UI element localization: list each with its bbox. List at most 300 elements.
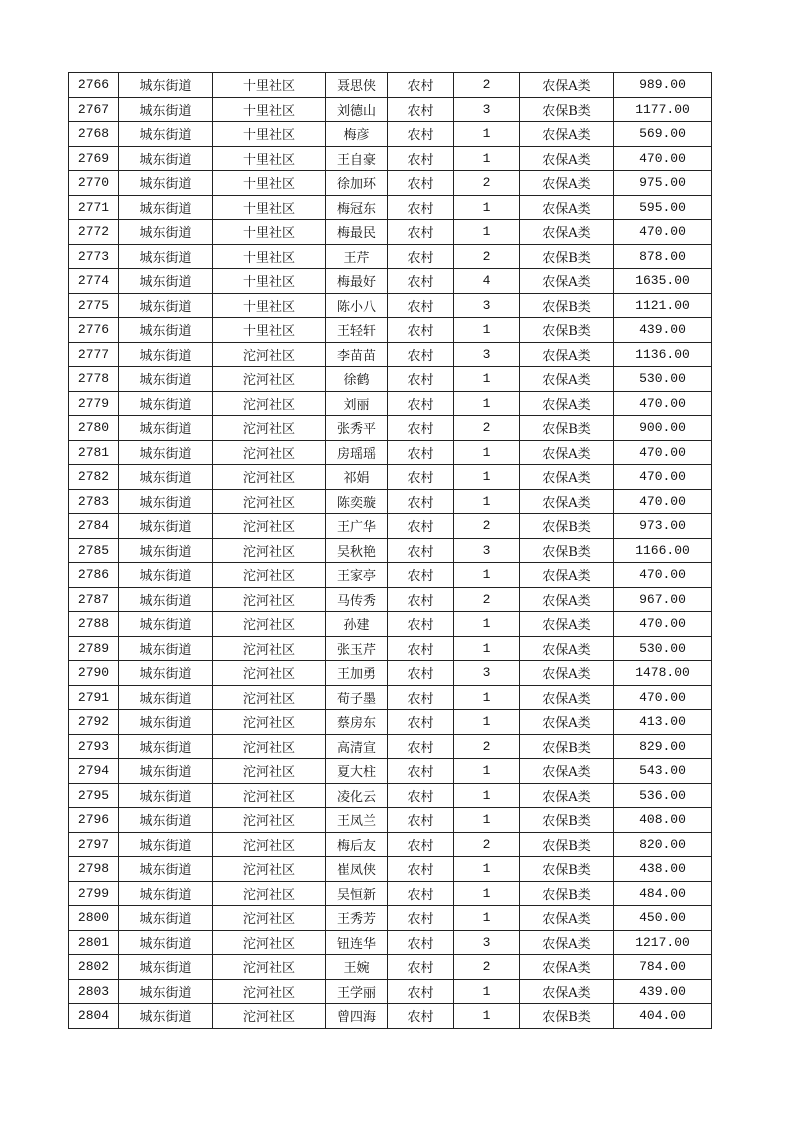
street-cell: 城东街道 [119, 685, 213, 710]
household-type-cell: 农村 [388, 391, 454, 416]
member-count-cell: 1 [454, 367, 520, 392]
table-row [69, 710, 712, 735]
street-cell: 城东街道 [119, 171, 213, 196]
table-row [69, 906, 712, 931]
community-cell: 十里社区 [213, 122, 326, 147]
table-row [69, 465, 712, 490]
amount-cell: 569.00 [614, 122, 712, 147]
member-count-cell: 2 [454, 416, 520, 441]
row-id-cell: 2788 [69, 612, 119, 637]
community-cell: 沱河社区 [213, 930, 326, 955]
amount-cell: 470.00 [614, 465, 712, 490]
row-id-cell: 2769 [69, 146, 119, 171]
member-count-cell: 1 [454, 489, 520, 514]
table-row [69, 979, 712, 1004]
household-type-cell: 农村 [388, 857, 454, 882]
table-row [69, 416, 712, 441]
community-cell: 沱河社区 [213, 906, 326, 931]
community-cell: 沱河社区 [213, 734, 326, 759]
table-row [69, 1004, 712, 1029]
household-type-cell: 农村 [388, 734, 454, 759]
person-name-cell: 张玉芹 [326, 636, 388, 661]
person-name-cell: 夏大柱 [326, 759, 388, 784]
person-name-cell: 祁娟 [326, 465, 388, 490]
community-cell: 沱河社区 [213, 857, 326, 882]
member-count-cell: 1 [454, 195, 520, 220]
street-cell: 城东街道 [119, 857, 213, 882]
insurance-category-cell: 农保A类 [520, 220, 614, 245]
table-row [69, 195, 712, 220]
insurance-category-cell: 农保B类 [520, 832, 614, 857]
street-cell: 城东街道 [119, 783, 213, 808]
amount-cell: 470.00 [614, 391, 712, 416]
person-name-cell: 刘德山 [326, 97, 388, 122]
person-name-cell: 高清宣 [326, 734, 388, 759]
table-row [69, 587, 712, 612]
household-type-cell: 农村 [388, 587, 454, 612]
member-count-cell: 1 [454, 759, 520, 784]
community-cell: 沱河社区 [213, 342, 326, 367]
household-type-cell: 农村 [388, 808, 454, 833]
table-row [69, 171, 712, 196]
row-id-cell: 2794 [69, 759, 119, 784]
amount-cell: 543.00 [614, 759, 712, 784]
amount-cell: 404.00 [614, 1004, 712, 1029]
household-type-cell: 农村 [388, 906, 454, 931]
table-row [69, 97, 712, 122]
table-row [69, 318, 712, 343]
member-count-cell: 1 [454, 710, 520, 735]
row-id-cell: 2785 [69, 538, 119, 563]
insurance-category-cell: 农保B类 [520, 318, 614, 343]
person-name-cell: 刘丽 [326, 391, 388, 416]
table-row [69, 857, 712, 882]
household-type-cell: 农村 [388, 514, 454, 539]
member-count-cell: 2 [454, 171, 520, 196]
insurance-category-cell: 农保A类 [520, 979, 614, 1004]
community-cell: 沱河社区 [213, 955, 326, 980]
member-count-cell: 1 [454, 857, 520, 882]
community-cell: 沱河社区 [213, 391, 326, 416]
person-name-cell: 王轻轩 [326, 318, 388, 343]
table-row [69, 122, 712, 147]
row-id-cell: 2772 [69, 220, 119, 245]
insurance-category-cell: 农保B类 [520, 293, 614, 318]
person-name-cell: 梅最民 [326, 220, 388, 245]
street-cell: 城东街道 [119, 195, 213, 220]
member-count-cell: 1 [454, 122, 520, 147]
insurance-category-cell: 农保B类 [520, 881, 614, 906]
community-cell: 沱河社区 [213, 636, 326, 661]
community-cell: 沱河社区 [213, 783, 326, 808]
row-id-cell: 2777 [69, 342, 119, 367]
insurance-category-cell: 农保A类 [520, 955, 614, 980]
row-id-cell: 2770 [69, 171, 119, 196]
amount-cell: 1136.00 [614, 342, 712, 367]
insurance-category-cell: 农保A类 [520, 636, 614, 661]
person-name-cell: 张秀平 [326, 416, 388, 441]
member-count-cell: 3 [454, 538, 520, 563]
person-name-cell: 王秀芳 [326, 906, 388, 931]
member-count-cell: 3 [454, 930, 520, 955]
row-id-cell: 2776 [69, 318, 119, 343]
table-row [69, 734, 712, 759]
row-id-cell: 2796 [69, 808, 119, 833]
insurance-category-cell: 农保A类 [520, 391, 614, 416]
table-row [69, 367, 712, 392]
row-id-cell: 2778 [69, 367, 119, 392]
table-row [69, 881, 712, 906]
street-cell: 城东街道 [119, 563, 213, 588]
row-id-cell: 2795 [69, 783, 119, 808]
amount-cell: 784.00 [614, 955, 712, 980]
person-name-cell: 房瑶瑶 [326, 440, 388, 465]
member-count-cell: 1 [454, 563, 520, 588]
amount-cell: 413.00 [614, 710, 712, 735]
member-count-cell: 3 [454, 661, 520, 686]
row-id-cell: 2766 [69, 73, 119, 98]
table-row [69, 808, 712, 833]
member-count-cell: 1 [454, 612, 520, 637]
household-type-cell: 农村 [388, 318, 454, 343]
person-name-cell: 蔡房东 [326, 710, 388, 735]
table-row [69, 955, 712, 980]
member-count-cell: 1 [454, 440, 520, 465]
table-row [69, 489, 712, 514]
insurance-category-cell: 农保B类 [520, 97, 614, 122]
community-cell: 十里社区 [213, 146, 326, 171]
community-cell: 沱河社区 [213, 710, 326, 735]
amount-cell: 878.00 [614, 244, 712, 269]
community-cell: 十里社区 [213, 220, 326, 245]
amount-cell: 470.00 [614, 563, 712, 588]
street-cell: 城东街道 [119, 538, 213, 563]
amount-cell: 470.00 [614, 489, 712, 514]
amount-cell: 470.00 [614, 685, 712, 710]
row-id-cell: 2771 [69, 195, 119, 220]
member-count-cell: 1 [454, 391, 520, 416]
insurance-category-cell: 农保A类 [520, 465, 614, 490]
table-row [69, 636, 712, 661]
street-cell: 城东街道 [119, 97, 213, 122]
street-cell: 城东街道 [119, 832, 213, 857]
household-type-cell: 农村 [388, 244, 454, 269]
community-cell: 沱河社区 [213, 440, 326, 465]
insurance-category-cell: 农保B类 [520, 734, 614, 759]
household-type-cell: 农村 [388, 269, 454, 294]
community-cell: 沱河社区 [213, 979, 326, 1004]
insurance-category-cell: 农保A类 [520, 195, 614, 220]
household-type-cell: 农村 [388, 440, 454, 465]
community-cell: 沱河社区 [213, 367, 326, 392]
person-name-cell: 王家亭 [326, 563, 388, 588]
community-cell: 沱河社区 [213, 808, 326, 833]
insurance-category-cell: 农保B类 [520, 808, 614, 833]
person-name-cell: 聂思侠 [326, 73, 388, 98]
amount-cell: 1121.00 [614, 293, 712, 318]
row-id-cell: 2784 [69, 514, 119, 539]
street-cell: 城东街道 [119, 269, 213, 294]
insurance-category-cell: 农保A类 [520, 489, 614, 514]
table-row [69, 563, 712, 588]
table-row [69, 391, 712, 416]
row-id-cell: 2801 [69, 930, 119, 955]
household-type-cell: 农村 [388, 122, 454, 147]
street-cell: 城东街道 [119, 318, 213, 343]
person-name-cell: 徐鹤 [326, 367, 388, 392]
household-type-cell: 农村 [388, 955, 454, 980]
member-count-cell: 3 [454, 97, 520, 122]
street-cell: 城东街道 [119, 416, 213, 441]
community-cell: 沱河社区 [213, 514, 326, 539]
amount-cell: 820.00 [614, 832, 712, 857]
insurance-category-cell: 农保A类 [520, 171, 614, 196]
row-id-cell: 2773 [69, 244, 119, 269]
person-name-cell: 王自豪 [326, 146, 388, 171]
row-id-cell: 2786 [69, 563, 119, 588]
household-type-cell: 农村 [388, 146, 454, 171]
member-count-cell: 1 [454, 906, 520, 931]
household-type-cell: 农村 [388, 97, 454, 122]
person-name-cell: 梅最好 [326, 269, 388, 294]
person-name-cell: 曾四海 [326, 1004, 388, 1029]
community-cell: 沱河社区 [213, 832, 326, 857]
household-type-cell: 农村 [388, 293, 454, 318]
member-count-cell: 2 [454, 73, 520, 98]
row-id-cell: 2790 [69, 661, 119, 686]
table-row [69, 73, 712, 98]
insurance-category-cell: 农保B类 [520, 1004, 614, 1029]
row-id-cell: 2802 [69, 955, 119, 980]
member-count-cell: 1 [454, 220, 520, 245]
table-row [69, 293, 712, 318]
member-count-cell: 1 [454, 783, 520, 808]
amount-cell: 530.00 [614, 636, 712, 661]
amount-cell: 470.00 [614, 146, 712, 171]
member-count-cell: 1 [454, 979, 520, 1004]
amount-cell: 1166.00 [614, 538, 712, 563]
community-cell: 沱河社区 [213, 881, 326, 906]
person-name-cell: 吴恒新 [326, 881, 388, 906]
street-cell: 城东街道 [119, 342, 213, 367]
person-name-cell: 吴秋艳 [326, 538, 388, 563]
street-cell: 城东街道 [119, 1004, 213, 1029]
street-cell: 城东街道 [119, 489, 213, 514]
member-count-cell: 1 [454, 146, 520, 171]
insurance-category-cell: 农保A类 [520, 685, 614, 710]
household-type-cell: 农村 [388, 930, 454, 955]
person-name-cell: 李苗苗 [326, 342, 388, 367]
insurance-category-cell: 农保A类 [520, 587, 614, 612]
insurance-category-cell: 农保A类 [520, 661, 614, 686]
insurance-category-cell: 农保B类 [520, 538, 614, 563]
community-cell: 沱河社区 [213, 612, 326, 637]
person-name-cell: 崔凤侠 [326, 857, 388, 882]
household-type-cell: 农村 [388, 685, 454, 710]
community-cell: 十里社区 [213, 171, 326, 196]
table-row [69, 146, 712, 171]
member-count-cell: 1 [454, 465, 520, 490]
row-id-cell: 2779 [69, 391, 119, 416]
insurance-category-cell: 农保B类 [520, 416, 614, 441]
member-count-cell: 2 [454, 955, 520, 980]
street-cell: 城东街道 [119, 391, 213, 416]
insurance-category-cell: 农保B类 [520, 857, 614, 882]
community-cell: 沱河社区 [213, 587, 326, 612]
street-cell: 城东街道 [119, 146, 213, 171]
household-type-cell: 农村 [388, 489, 454, 514]
household-type-cell: 农村 [388, 465, 454, 490]
row-id-cell: 2780 [69, 416, 119, 441]
person-name-cell: 梅冠东 [326, 195, 388, 220]
member-count-cell: 1 [454, 318, 520, 343]
subsidy-table [68, 72, 712, 1029]
insurance-category-cell: 农保A类 [520, 342, 614, 367]
community-cell: 沱河社区 [213, 538, 326, 563]
street-cell: 城东街道 [119, 759, 213, 784]
row-id-cell: 2793 [69, 734, 119, 759]
person-name-cell: 孙建 [326, 612, 388, 637]
street-cell: 城东街道 [119, 979, 213, 1004]
amount-cell: 900.00 [614, 416, 712, 441]
row-id-cell: 2782 [69, 465, 119, 490]
amount-cell: 438.00 [614, 857, 712, 882]
community-cell: 沱河社区 [213, 465, 326, 490]
community-cell: 十里社区 [213, 318, 326, 343]
member-count-cell: 1 [454, 685, 520, 710]
row-id-cell: 2799 [69, 881, 119, 906]
person-name-cell: 陈小八 [326, 293, 388, 318]
household-type-cell: 农村 [388, 710, 454, 735]
household-type-cell: 农村 [388, 367, 454, 392]
table-row [69, 930, 712, 955]
insurance-category-cell: 农保A类 [520, 122, 614, 147]
street-cell: 城东街道 [119, 906, 213, 931]
table-row [69, 514, 712, 539]
member-count-cell: 3 [454, 342, 520, 367]
row-id-cell: 2787 [69, 587, 119, 612]
street-cell: 城东街道 [119, 514, 213, 539]
row-id-cell: 2804 [69, 1004, 119, 1029]
person-name-cell: 王加勇 [326, 661, 388, 686]
street-cell: 城东街道 [119, 587, 213, 612]
insurance-category-cell: 农保B类 [520, 514, 614, 539]
amount-cell: 975.00 [614, 171, 712, 196]
amount-cell: 450.00 [614, 906, 712, 931]
household-type-cell: 农村 [388, 636, 454, 661]
amount-cell: 1177.00 [614, 97, 712, 122]
street-cell: 城东街道 [119, 440, 213, 465]
household-type-cell: 农村 [388, 661, 454, 686]
table-row [69, 612, 712, 637]
table-row [69, 244, 712, 269]
insurance-category-cell: 农保A类 [520, 759, 614, 784]
household-type-cell: 农村 [388, 783, 454, 808]
person-name-cell: 王芹 [326, 244, 388, 269]
row-id-cell: 2774 [69, 269, 119, 294]
row-id-cell: 2767 [69, 97, 119, 122]
person-name-cell: 徐加环 [326, 171, 388, 196]
table-row [69, 538, 712, 563]
insurance-category-cell: 农保A类 [520, 930, 614, 955]
insurance-category-cell: 农保A类 [520, 73, 614, 98]
community-cell: 沱河社区 [213, 489, 326, 514]
street-cell: 城东街道 [119, 293, 213, 318]
household-type-cell: 农村 [388, 759, 454, 784]
community-cell: 十里社区 [213, 244, 326, 269]
community-cell: 沱河社区 [213, 661, 326, 686]
amount-cell: 989.00 [614, 73, 712, 98]
community-cell: 十里社区 [213, 73, 326, 98]
street-cell: 城东街道 [119, 612, 213, 637]
member-count-cell: 2 [454, 587, 520, 612]
household-type-cell: 农村 [388, 538, 454, 563]
row-id-cell: 2768 [69, 122, 119, 147]
person-name-cell: 钮连华 [326, 930, 388, 955]
street-cell: 城东街道 [119, 881, 213, 906]
person-name-cell: 王凤兰 [326, 808, 388, 833]
row-id-cell: 2798 [69, 857, 119, 882]
table-row [69, 832, 712, 857]
member-count-cell: 2 [454, 734, 520, 759]
insurance-category-cell: 农保A类 [520, 146, 614, 171]
household-type-cell: 农村 [388, 195, 454, 220]
table-row [69, 440, 712, 465]
amount-cell: 439.00 [614, 318, 712, 343]
member-count-cell: 2 [454, 832, 520, 857]
table-row [69, 783, 712, 808]
table-row [69, 220, 712, 245]
table-row [69, 269, 712, 294]
person-name-cell: 王学丽 [326, 979, 388, 1004]
amount-cell: 470.00 [614, 220, 712, 245]
amount-cell: 973.00 [614, 514, 712, 539]
person-name-cell: 荀子墨 [326, 685, 388, 710]
insurance-category-cell: 农保A类 [520, 367, 614, 392]
household-type-cell: 农村 [388, 1004, 454, 1029]
community-cell: 沱河社区 [213, 416, 326, 441]
household-type-cell: 农村 [388, 220, 454, 245]
household-type-cell: 农村 [388, 342, 454, 367]
insurance-category-cell: 农保A类 [520, 612, 614, 637]
street-cell: 城东街道 [119, 808, 213, 833]
row-id-cell: 2792 [69, 710, 119, 735]
household-type-cell: 农村 [388, 881, 454, 906]
amount-cell: 408.00 [614, 808, 712, 833]
member-count-cell: 1 [454, 808, 520, 833]
street-cell: 城东街道 [119, 734, 213, 759]
household-type-cell: 农村 [388, 979, 454, 1004]
community-cell: 十里社区 [213, 293, 326, 318]
person-name-cell: 梅后友 [326, 832, 388, 857]
street-cell: 城东街道 [119, 244, 213, 269]
street-cell: 城东街道 [119, 955, 213, 980]
amount-cell: 1217.00 [614, 930, 712, 955]
member-count-cell: 1 [454, 881, 520, 906]
household-type-cell: 农村 [388, 171, 454, 196]
member-count-cell: 3 [454, 293, 520, 318]
row-id-cell: 2800 [69, 906, 119, 931]
member-count-cell: 2 [454, 244, 520, 269]
household-type-cell: 农村 [388, 612, 454, 637]
row-id-cell: 2803 [69, 979, 119, 1004]
row-id-cell: 2797 [69, 832, 119, 857]
street-cell: 城东街道 [119, 636, 213, 661]
row-id-cell: 2781 [69, 440, 119, 465]
insurance-category-cell: 农保A类 [520, 783, 614, 808]
person-name-cell: 王广华 [326, 514, 388, 539]
amount-cell: 829.00 [614, 734, 712, 759]
